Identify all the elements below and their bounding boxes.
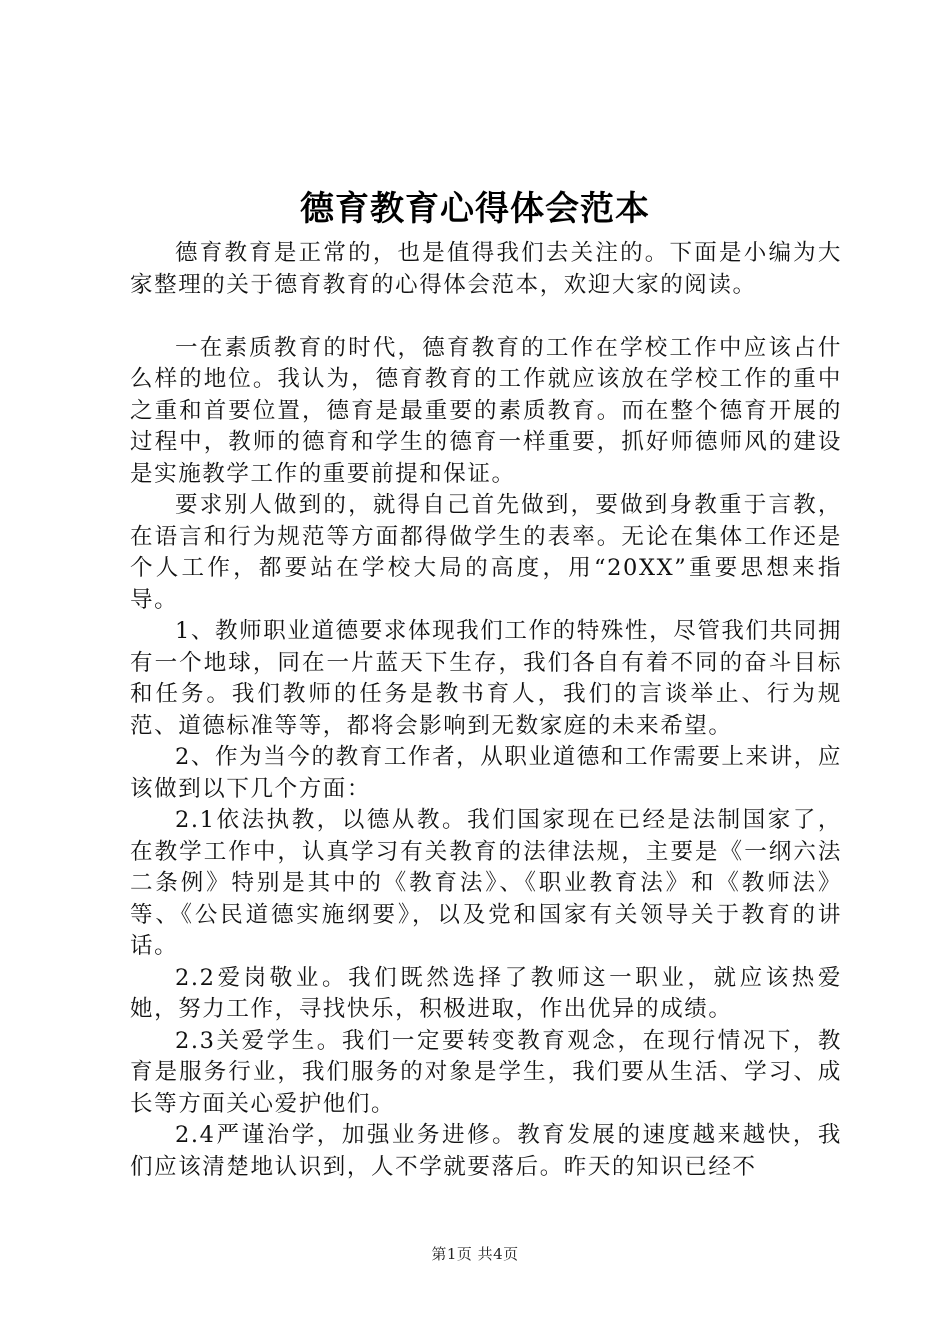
document-body — [130, 238, 842, 1183]
intro-paragraph: 德育教育是正常的，也是值得我们去关注的。下面是小编为大家整理的关于德育教育的心得体会范本，欢迎大家的阅读。 — [130, 240, 842, 298]
document-title: 德育教育心得体会范本 — [300, 189, 650, 229]
body-paragraph: 2.2爱岗敬业。我们既然选择了教师这一职业，就应该热爱她，努力工作，寻找快乐，积极进取，作出优异的成绩。 — [130, 964, 842, 1022]
body-paragraph: 一在素质教育的时代，德育教育的工作在学校工作中应该占什么样的地位。我认为，德育教育的工作就应该放在学校工作的重中之重和首要位置，德育是最重要的素质教育。而在整个德育开展的过程中，教师的德育和学生的德育一样重要，抓好师德师风的建设是实施教学工作的重要前提和保证。 — [130, 334, 842, 487]
page-number-footer: 第1页 共4页 — [431, 1245, 519, 1263]
body-paragraph: 2.4严谨治学，加强业务进修。教育发展的速度越来越快，我们应该清楚地认识到，人不学就要落后。昨天的知识已经不 — [130, 1122, 842, 1180]
body-paragraph: 1、教师职业道德要求体现我们工作的特殊性，尽管我们共同拥有一个地球，同在一片蓝天下生存，我们各自有着不同的奋斗目标和任务。我们教师的任务是教书育人，我们的言谈举止、行为规范、道德标准等等，都将会影响到无数家庭的未来希望。 — [130, 618, 842, 739]
body-paragraph: 2、作为当今的教育工作者，从职业道德和工作需要上来讲，应该做到以下几个方面： — [130, 744, 842, 802]
body-paragraph: 要求别人做到的，就得自己首先做到，要做到身教重于言教，在语言和行为规范等方面都得做学生的表率。无论在集体工作还是个人工作，都要站在学校大局的高度，用“20XX”重要思想来指导。 — [130, 492, 842, 613]
body-paragraph: 2.3关爱学生。我们一定要转变教育观念，在现行情况下，教育是服务行业，我们服务的对象是学生，我们要从生活、学习、成长等方面关心爱护他们。 — [130, 1027, 842, 1117]
body-paragraph: 2.1依法执教，以德从教。我们国家现在已经是法制国家了，在教学工作中，认真学习有关教育的法律法规，主要是《一纲六法二条例》特别是其中的《教育法》、《职业教育法》和《教师法》等、《公民道德实施纲要》，以及党和国家有关领导关于教育的讲话。 — [130, 807, 842, 959]
